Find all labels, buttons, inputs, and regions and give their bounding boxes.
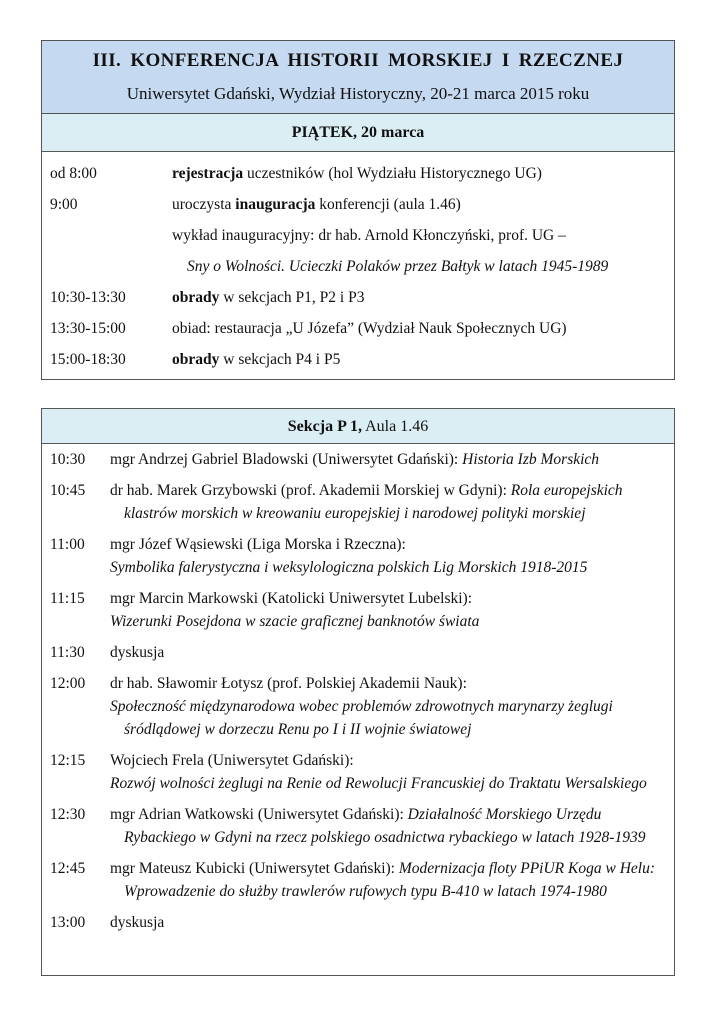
program-description [172,158,542,189]
program-row [42,282,674,313]
conference-title: III. KONFERENCJA HISTORII MORSKIEJ I RZECZNEJ [92,50,624,71]
session-time: 10:45 [50,482,86,499]
session-entry [110,670,674,741]
session-time: 13:00 [50,914,86,931]
talk-title: Historia Izb Morskich [458,451,600,468]
session-time: 12:15 [50,752,86,769]
session-entry [110,747,674,795]
program-text: w sekcjach P4 i P5 [219,351,341,368]
program-text: obiad: restauracja „U Józefa” (Wydział Nauk Społecznych UG) [172,320,567,337]
session-time: 12:00 [50,675,86,692]
speaker: mgr Andrzej Gabriel Bladowski (Uniwersytet Gdański): [110,451,459,468]
program-text: uroczysta [172,196,236,213]
program-description [172,282,364,313]
program-text: konferencji (aula 1.46) [315,196,461,213]
program-keyword: inauguracja [235,196,316,213]
program-time: 10:30-13:30 [50,289,126,306]
lecture-title: Sny o Wolności. Ucieczki Polaków przez Bałtyk w latach 1945-1989 [187,258,609,275]
program-keyword: obrady [172,289,220,306]
talk-title: Działalność Morskiego Urzędu Rybackiego w Gdyni na rzecz polskiego osadnictwa rybackiego w latach 1928-1939 [124,806,646,846]
program-time: od 8:00 [50,165,97,182]
session-entry [110,909,674,934]
talk-title: Rola europejskich klastrów morskich w kreowaniu europejskiej i narodowej polityki morskiej [124,482,623,522]
program-text: w sekcjach P1, P2 i P3 [219,289,365,306]
talk-title: Wizerunki Posejdona w szacie graficznej banknotów świata [110,613,480,630]
program-description [172,189,461,220]
session-entry [110,477,674,525]
program-description [172,344,340,375]
session-time: 12:45 [50,860,86,877]
session-entry [110,855,674,903]
program-description [172,220,566,251]
session-row [42,531,674,579]
session-row [42,801,674,849]
section-program [42,444,674,934]
session-entry [110,531,674,579]
session-row [42,585,674,633]
program-description [187,251,608,282]
speaker: mgr Mateusz Kubicki (Uniwersytet Gdański): [110,860,395,877]
program-text: wykład inauguracyjny: dr hab. Arnold Kłonczyński, prof. UG – [172,227,566,244]
session-time: 11:15 [50,590,85,607]
program-row [42,344,674,375]
section-p1-box [41,408,675,976]
speaker: Wojciech Frela (Uniwersytet Gdański): [110,752,354,769]
session-time: 11:30 [50,644,85,661]
program-keyword: obrady [172,351,220,368]
section-header [42,409,674,444]
session-row [42,909,674,934]
conference-subtitle: Uniwersytet Gdański, Wydział Historyczny, 20-21 marca 2015 roku [126,84,590,103]
section-room: Aula 1.46 [362,418,429,435]
program-row [42,220,674,251]
session-row [42,747,674,795]
friday-schedule-box [41,40,675,380]
speaker: mgr Adrian Watkowski (Uniwersytet Gdański): [110,806,404,823]
session-time: 11:00 [50,536,85,553]
speaker: dyskusja [110,644,165,661]
session-row [42,477,674,525]
program-row [42,189,674,220]
speaker: mgr Marcin Markowski (Katolicki Uniwersytet Lubelski): [110,590,473,607]
program-row [42,158,674,189]
session-entry [110,585,674,633]
program-row [42,251,674,282]
session-time: 10:30 [50,451,86,468]
section-name: Sekcja P 1, [287,418,362,435]
day-label: PIĄTEK, 20 marca [42,114,674,152]
session-row [42,855,674,903]
talk-title: Społeczność międzynarodowa wobec problemów zdrowotnych marynarzy żeglugi śródlądowej w dorzeczu Renu po I i II wojnie światowej [110,698,613,738]
speaker: dr hab. Sławomir Łotysz (prof. Polskiej Akademii Nauk): [110,675,467,692]
conference-header [42,41,674,114]
session-row [42,670,674,741]
program-time: 15:00-18:30 [50,351,126,368]
session-row [42,446,674,471]
program-keyword: rejestracja [172,165,244,182]
session-row [42,639,674,664]
speaker: dyskusja [110,914,165,931]
program-time: 9:00 [50,196,78,213]
program-row [42,313,674,344]
talk-title: Symbolika falerystyczna i weksylologiczna polskich Lig Morskich 1918-2015 [110,559,588,576]
session-entry [110,639,674,664]
speaker: mgr Józef Wąsiewski (Liga Morska i Rzeczna): [110,536,406,553]
session-entry [110,801,674,849]
speaker: dr hab. Marek Grzybowski (prof. Akademii Morskiej w Gdyni): [110,482,507,499]
program-description [172,313,567,344]
program-time: 13:30-15:00 [50,320,126,337]
day-program [42,152,674,375]
session-time: 12:30 [50,806,86,823]
talk-title: Rozwój wolności żeglugi na Renie od Rewolucji Francuskiej do Traktatu Wersalskiego [110,775,647,792]
session-entry [110,446,674,471]
talk-title: Modernizacja floty PPiUR Koga w Helu: Wprowadzenie do służby trawlerów rufowych typu B-410 w latach 1974-1980 [124,860,655,900]
program-text: uczestników (hol Wydziału Historycznego UG) [243,165,542,182]
